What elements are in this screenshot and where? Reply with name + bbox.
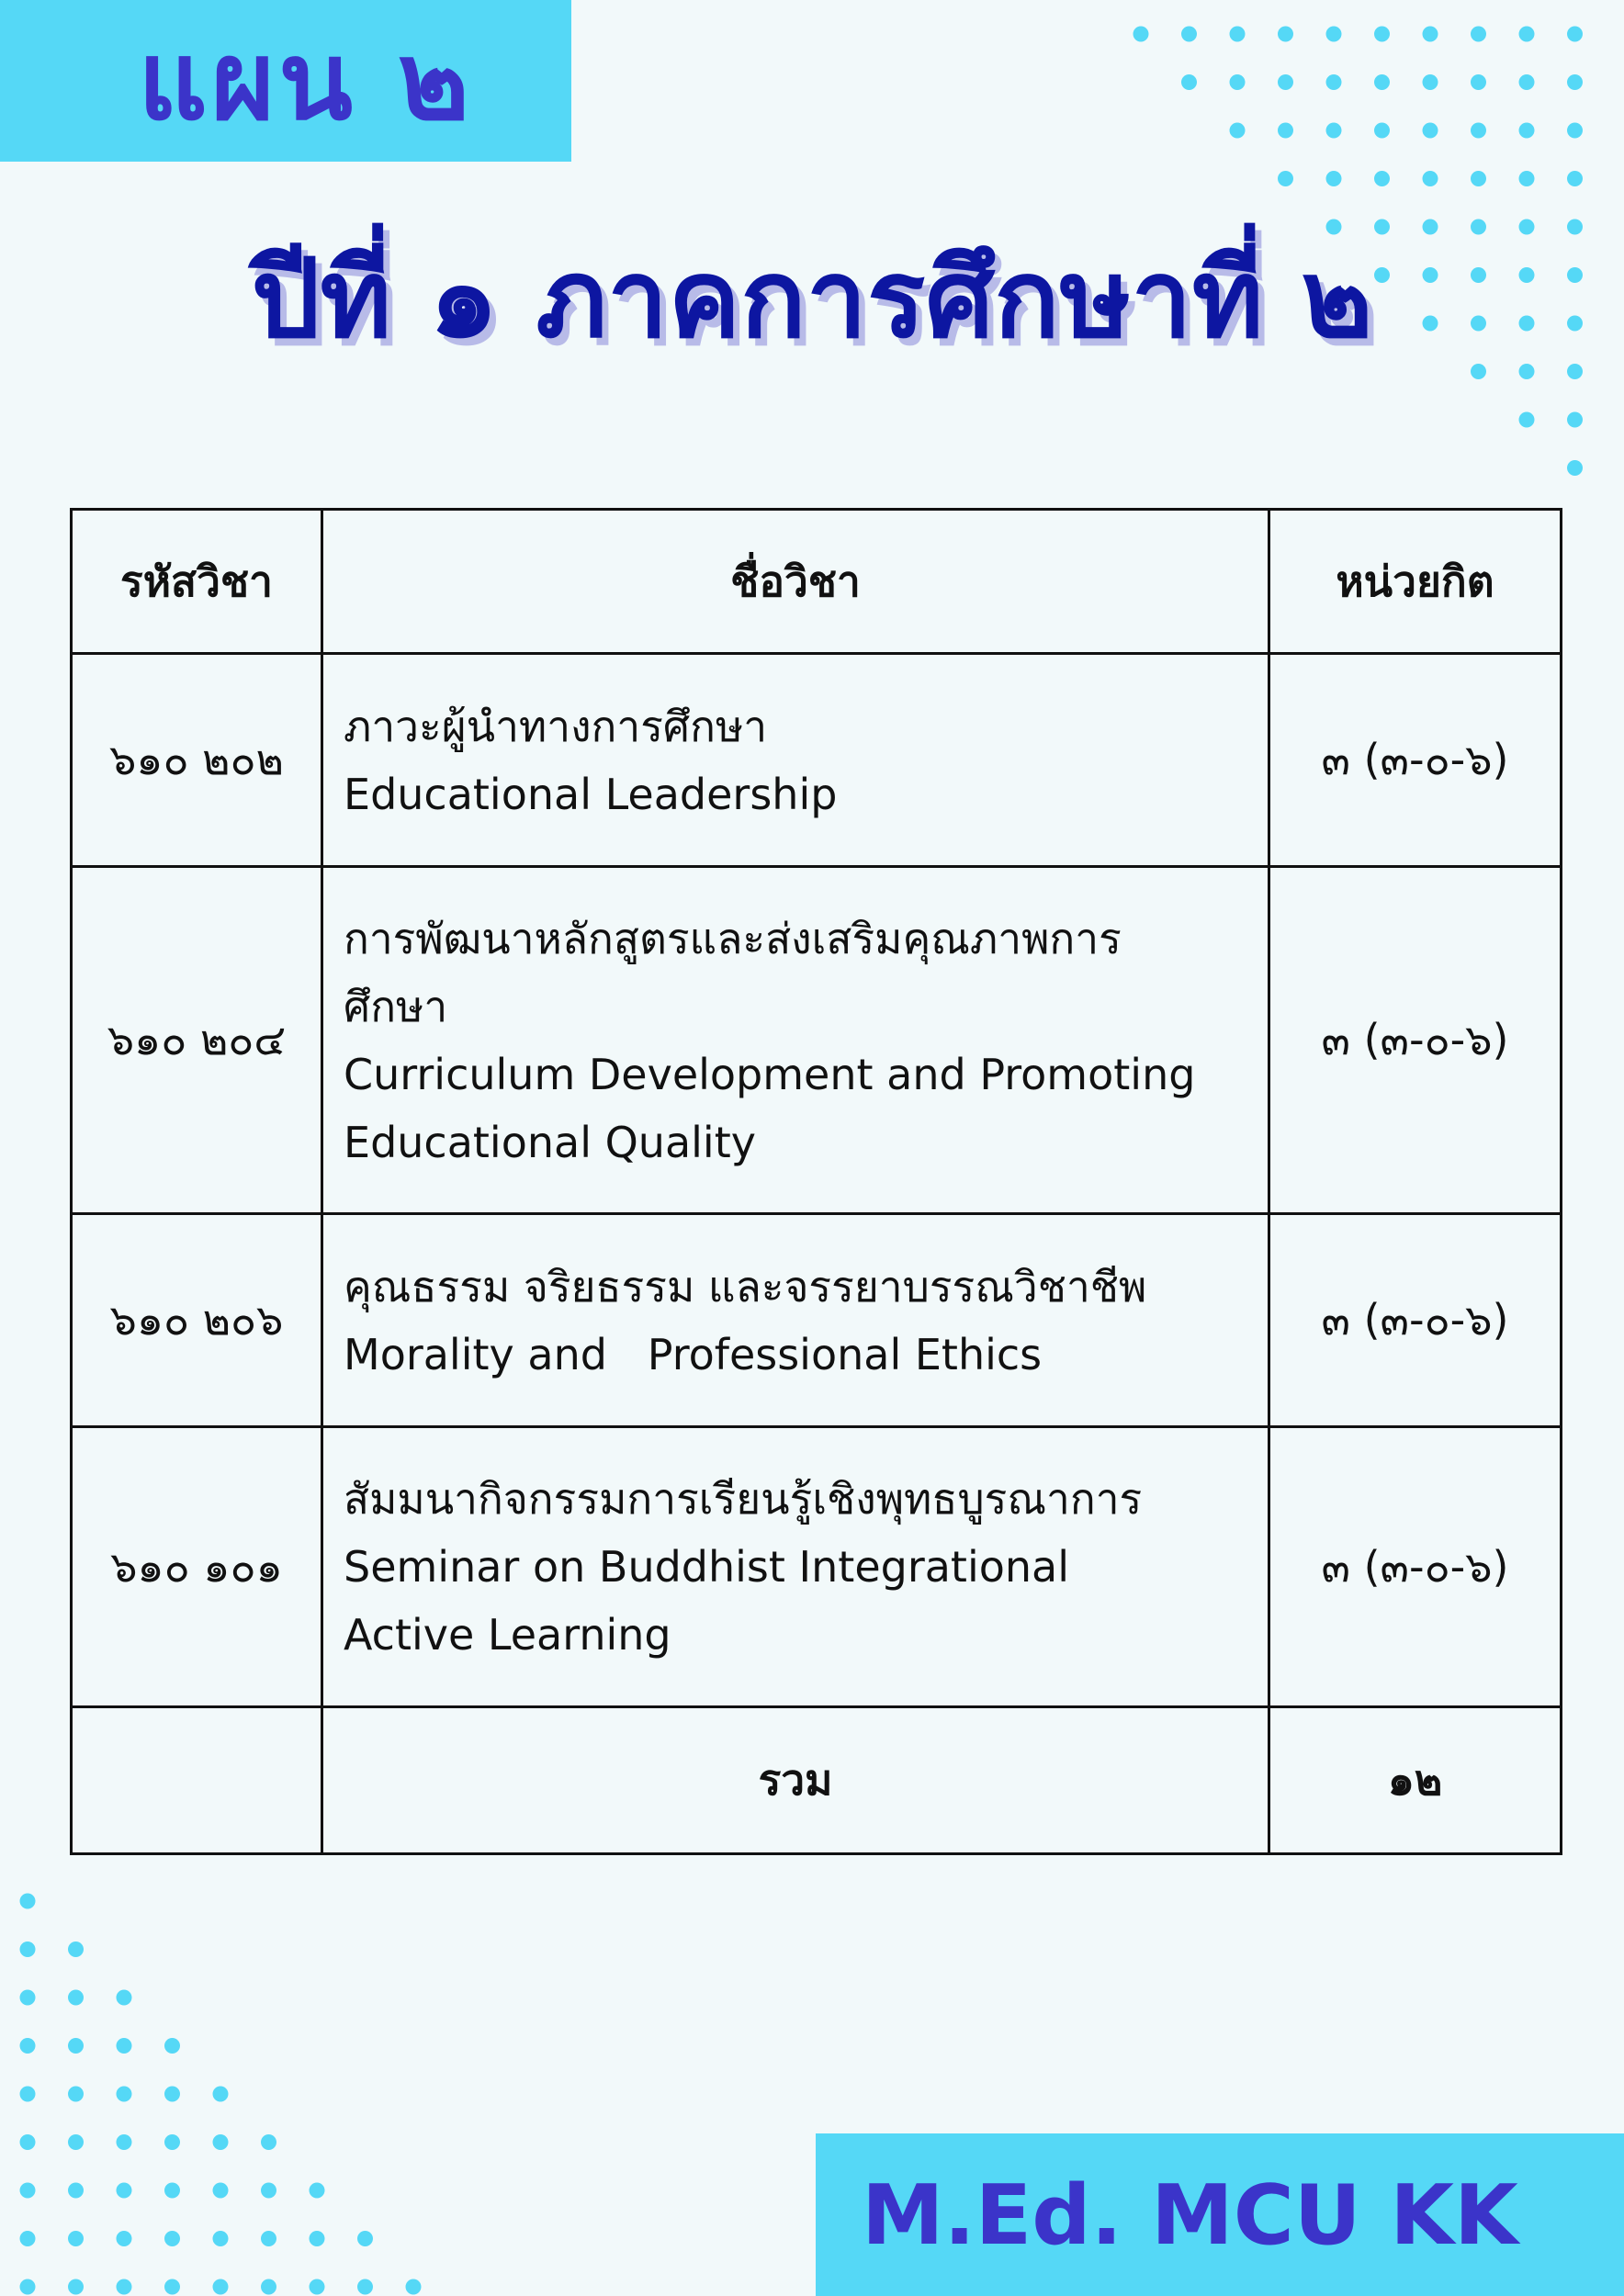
header-name: ชื่อวิชา <box>322 510 1269 654</box>
decorative-dot <box>1471 123 1486 139</box>
decorative-dot <box>1519 74 1535 90</box>
total-label: รวม <box>322 1707 1269 1854</box>
decorative-dot <box>68 2134 84 2150</box>
decorative-dot <box>1423 171 1438 186</box>
decorative-dot <box>357 2231 373 2246</box>
decorative-dot <box>1326 123 1342 139</box>
decorative-dot <box>20 2231 36 2246</box>
total-empty-cell <box>72 1707 322 1854</box>
decorative-dot <box>261 2134 276 2150</box>
decorative-dot <box>20 1990 36 2006</box>
decorative-dot <box>1567 74 1583 90</box>
course-name-line: การพัฒนาหลักสูตรและส่งเสริมคุณภาพการ <box>344 913 1122 963</box>
decorative-dot <box>261 2231 276 2246</box>
total-credits: ๑๒ <box>1269 1707 1562 1854</box>
decorative-dot <box>68 2087 84 2102</box>
course-name <box>322 1427 1269 1707</box>
decorative-dot <box>1519 171 1535 186</box>
decorative-dot <box>310 2183 325 2199</box>
header-code: รหัสวิชา <box>72 510 322 654</box>
course-code: ๖๑๐ ๑๐๑ <box>72 1427 322 1707</box>
decorative-dot <box>261 2279 276 2295</box>
decorative-dot <box>164 2279 180 2295</box>
decorative-dot <box>117 2183 132 2199</box>
decorative-dot <box>1471 74 1486 90</box>
decorative-dot <box>68 2279 84 2295</box>
decorative-dot <box>1423 27 1438 42</box>
course-name-line: Seminar on Buddhist Integrational <box>344 1542 1069 1592</box>
decorative-dot <box>1567 171 1583 186</box>
course-code: ๖๑๐ ๒๐๔ <box>72 867 322 1214</box>
decorative-dot <box>1519 123 1535 139</box>
decorative-dot <box>1374 74 1390 90</box>
decorative-dot <box>1374 171 1390 186</box>
decorative-dot <box>20 2279 36 2295</box>
page-title: ปีที่ ๑ ภาคการศึกษาที่ ๒ <box>251 235 1373 362</box>
decorative-dot <box>406 2279 422 2295</box>
plan-label: แผน ๒ <box>138 17 473 144</box>
decorative-dot <box>164 2087 180 2102</box>
course-credits: ๓ (๓-๐-๖) <box>1269 867 1562 1214</box>
course-name-line: Active Learning <box>344 1610 671 1660</box>
course-name-line: Educational Leadership <box>344 769 838 819</box>
decorative-dot <box>164 2183 180 2199</box>
course-name-line: สัมมนากิจกรรมการเรียนรู้เชิงพุทธบูรณาการ <box>344 1474 1143 1524</box>
decorative-dot <box>1133 27 1149 42</box>
decorative-dot <box>1423 74 1438 90</box>
decorative-dot <box>117 2134 132 2150</box>
decorative-dot <box>1567 123 1583 139</box>
decorative-dot <box>164 2134 180 2150</box>
decorative-dot <box>1567 460 1583 476</box>
decorative-dot <box>1471 171 1486 186</box>
decorative-dot <box>310 2279 325 2295</box>
course-name-line: Educational Quality <box>344 1117 756 1167</box>
decorative-dot <box>213 2087 229 2102</box>
decorative-dot <box>261 2183 276 2199</box>
decorative-dot <box>1519 27 1535 42</box>
course-name <box>322 867 1269 1214</box>
decorative-dot <box>1326 27 1342 42</box>
decorative-dot <box>20 2134 36 2150</box>
decorative-dot <box>213 2231 229 2246</box>
decorative-dot <box>213 2134 229 2150</box>
decorative-dot <box>1471 27 1486 42</box>
decorative-dot <box>68 1990 84 2006</box>
header-credits: หน่วยกิต <box>1269 510 1562 654</box>
decorative-dot <box>1181 74 1197 90</box>
course-table <box>70 508 1562 1855</box>
decorative-dot <box>1567 412 1583 428</box>
decorative-dot <box>68 2038 84 2054</box>
decorative-dot <box>20 1941 36 1957</box>
table-row <box>72 654 1562 867</box>
decorative-dot <box>68 2231 84 2246</box>
footer-banner <box>816 2133 1624 2296</box>
decorative-dot <box>213 2279 229 2295</box>
decorative-dot <box>1181 27 1197 42</box>
table-row <box>72 867 1562 1214</box>
decorative-dot <box>1326 171 1342 186</box>
decorative-dot <box>1278 74 1293 90</box>
decorative-dot <box>20 2087 36 2102</box>
decorative-dot <box>213 2183 229 2199</box>
decorative-dot <box>68 1941 84 1957</box>
course-name-line: ศึกษา <box>344 981 448 1031</box>
decorative-dot <box>20 2183 36 2199</box>
decorative-dot <box>1423 123 1438 139</box>
course-credits: ๓ (๓-๐-๖) <box>1269 1214 1562 1427</box>
decorative-dot <box>164 2038 180 2054</box>
decorative-dot <box>117 2038 132 2054</box>
decorative-dot <box>1374 27 1390 42</box>
decorative-dot <box>1230 123 1246 139</box>
decorative-dot <box>20 1894 36 1909</box>
course-code: ๖๑๐ ๒๐๒ <box>72 654 322 867</box>
decorative-dot <box>68 2183 84 2199</box>
decorative-dot <box>1230 74 1246 90</box>
decorative-dot <box>117 2279 132 2295</box>
decorative-dot <box>164 2231 180 2246</box>
course-name-line: ภาวะผู้นำทางการศึกษา <box>344 701 768 751</box>
course-credits: ๓ (๓-๐-๖) <box>1269 1427 1562 1707</box>
course-name <box>322 654 1269 867</box>
plan-banner <box>0 0 571 162</box>
decorative-dot <box>117 2231 132 2246</box>
decorative-dot <box>1230 27 1246 42</box>
decorative-dot <box>357 2279 373 2295</box>
table-row <box>72 1214 1562 1427</box>
decorative-dot <box>1567 27 1583 42</box>
decorative-dots-bottom-left <box>14 1887 436 2296</box>
table-row <box>72 1427 1562 1707</box>
total-row <box>72 1707 1562 1854</box>
decorative-dot <box>117 1990 132 2006</box>
course-name <box>322 1214 1269 1427</box>
course-name-line: Morality and Professional Ethics <box>344 1329 1043 1379</box>
decorative-dot <box>117 2087 132 2102</box>
course-code: ๖๑๐ ๒๐๖ <box>72 1214 322 1427</box>
table-header-row <box>72 510 1562 654</box>
decorative-dot <box>20 2038 36 2054</box>
decorative-dot <box>1278 171 1293 186</box>
course-name-line: Curriculum Development and Promoting <box>344 1049 1196 1099</box>
course-name-line: คุณธรรม จริยธรรม และจรรยาบรรณวิชาชีพ <box>344 1261 1147 1311</box>
decorative-dot <box>310 2231 325 2246</box>
decorative-dot <box>1278 27 1293 42</box>
footer-label: M.Ed. MCU KK <box>862 2167 1518 2264</box>
decorative-dot <box>1278 123 1293 139</box>
course-credits: ๓ (๓-๐-๖) <box>1269 654 1562 867</box>
decorative-dot <box>1374 123 1390 139</box>
decorative-dot <box>1519 412 1535 428</box>
decorative-dot <box>1326 74 1342 90</box>
